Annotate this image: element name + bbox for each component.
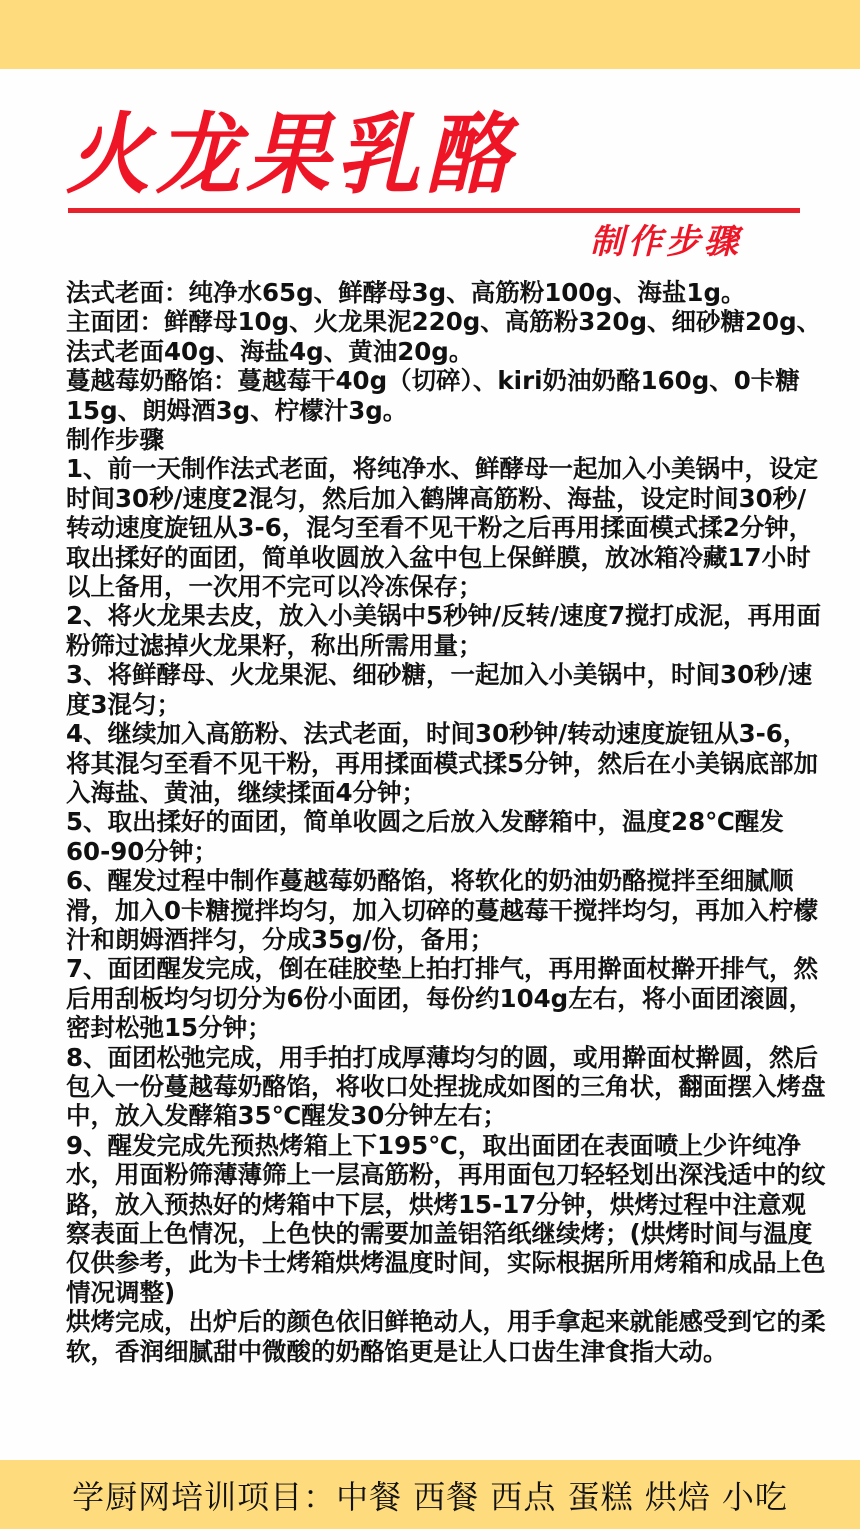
ingredients-filling: 蔓越莓奶酪馅：蔓越莓干40g（切碎）、kiri奶油奶酪160g、0卡糖15g、朗姆酒3g、柠檬汁3g。 (66, 366, 800, 425)
recipe-body (66, 278, 826, 1366)
title-divider (68, 208, 800, 213)
footer-text: 学厨网培训项目：中餐 西餐 西点 蛋糕 烘焙 小吃 (72, 1477, 788, 1516)
step-6: 6、醒发过程中制作蔓越莓奶酪馅，将软化的奶油奶酪搅拌至细腻顺滑，加入0卡糖搅拌均匀，加入切碎的蔓越莓干搅拌均匀，再加入柠檬汁和朗姆酒拌匀，分成35g/份，备用； (66, 866, 819, 954)
step-9: 9、醒发完成先预热烤箱上下195℃，取出面团在表面喷上少许纯净水，用面粉筛薄薄筛上一层高筋粉，再用面包刀轻轻划出深浅适中的纹路，放入预热好的烤箱中下层，烘烤15-17分钟，烘烤过程中注意观察表面上色情况，上色快的需要加盖铝箔纸继续烤；(烘烤时间与温度仅供参考，此为卡士烤箱烘烤温度时间，实际根据所用烤箱和成品上色情况调整) (66, 1130, 826, 1307)
footer-banner (0, 1460, 860, 1529)
ingredients-main-dough: 主面团：鲜酵母10g、火龙果泥220g、高筋粉320g、细砂糖20g、法式老面40g、海盐4g、黄油20g。 (66, 307, 822, 366)
page-title: 火龙果乳酪 (66, 102, 517, 206)
step-4: 4、继续加入高筋粉、法式老面，时间30秒钟/转动速度旋钮从3-6，将其混匀至看不见干粉，再用揉面模式揉5分钟，然后在小美锅底部加入海盐、黄油，继续揉面4分钟； (66, 719, 819, 807)
ingredients-starter: 法式老面：纯净水65g、鲜酵母3g、高筋粉100g、海盐1g。 (66, 278, 746, 307)
conclusion: 烘烤完成，出炉后的颜色依旧鲜艳动人，用手拿起来就能感受到它的柔软，香润细腻甜中微酸的奶酪馅更是让人口齿生津食指大动。 (66, 1307, 826, 1366)
step-3: 3、将鲜酵母、火龙果泥、细砂糖，一起加入小美锅中，时间30秒/速度3混匀； (66, 660, 813, 719)
step-2: 2、将火龙果去皮，放入小美锅中5秒钟/反转/速度7搅打成泥，再用面粉筛过滤掉火龙果籽，称出所需用量； (66, 601, 822, 660)
step-7: 7、面团醒发完成，倒在硅胶垫上拍打排气，再用擀面杖擀开排气，然后用刮板均匀切分为6份小面团，每份约104g左右，将小面团滚圆，密封松弛15分钟； (66, 954, 819, 1043)
step-5: 5、取出揉好的面团，简单收圆之后放入发酵箱中，温度28℃醒发60-90分钟； (66, 807, 784, 866)
step-1: 1、前一天制作法式老面，将纯净水、鲜酵母一起加入小美锅中，设定时间30秒/速度2混匀，然后加入鹤牌高筋粉、海盐，设定时间30秒/转动速度旋钮从3-6，混匀至看不见干粉之后再用揉面模式揉2分钟，取出揉好的面团，简单收圆放入盆中包上保鲜膜，放冰箱冷藏17小时以上备用，一次用不完可以冷冻保存； (66, 454, 819, 602)
top-banner (0, 0, 860, 69)
step-8: 8、面团松弛完成，用手拍打成厚薄均匀的圆，或用擀面杖擀圆，然后包入一份蔓越莓奶酪馅，将收口处捏拢成如图的三角状，翻面摆入烤盘中，放入发酵箱35℃醒发30分钟左右； (66, 1042, 826, 1131)
page-subtitle: 制作步骤 (590, 222, 742, 262)
steps-heading: 制作步骤 (66, 425, 164, 455)
